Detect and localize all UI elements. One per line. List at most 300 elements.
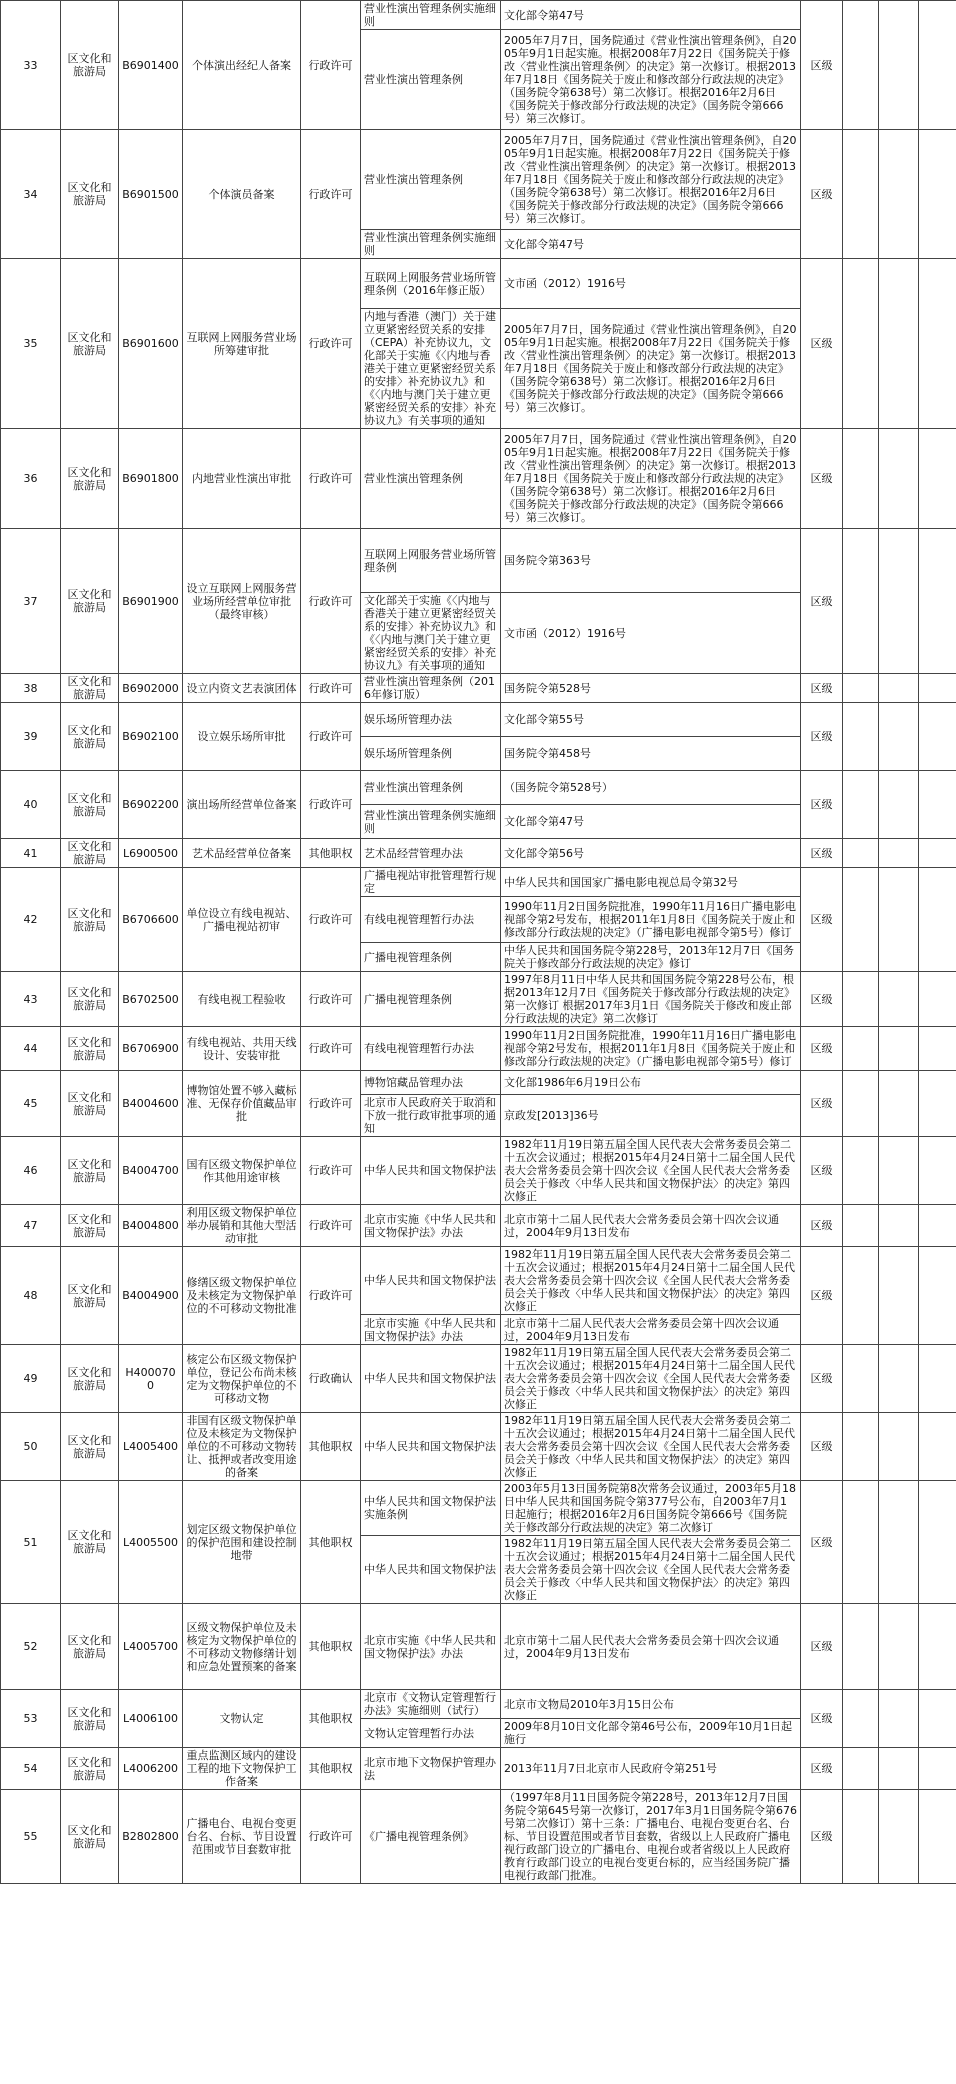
empty-cell-2 — [879, 529, 919, 674]
empty-cell-1 — [843, 1071, 879, 1137]
row-number-cell: 45 — [1, 1071, 61, 1137]
empty-cell-2 — [879, 130, 919, 259]
law-basis-cell: 2009年8月10日文化部令第46号公布，2009年10月1日起施行 — [501, 1719, 801, 1748]
item-name-cell: 单位设立有线电视站、广播电视站初审 — [183, 868, 301, 972]
department-cell: 区文化和旅游局 — [61, 429, 119, 529]
table-row — [1, 1413, 956, 1481]
law-basis-cell: 1982年11月19日第五届全国人民代表大会常务委员会第二十五次会议通过；根据2015年4月24日第十二届全国人民代表大会常务委员会第十四次会议《全国人民代表大会常务委员会关于修改〈中华人民共和国文物保护法〉的决定》第四次修正 — [501, 1247, 801, 1315]
item-name-cell: 设立娱乐场所审批 — [183, 703, 301, 771]
law-basis-cell: 文化部令第55号 — [501, 703, 801, 737]
item-name-cell: 个体演出经纪人备案 — [183, 1, 301, 130]
empty-cell-1 — [843, 1748, 879, 1790]
level-cell: 区级 — [801, 703, 843, 771]
empty-cell-3 — [919, 1205, 956, 1247]
row-number-cell: 54 — [1, 1748, 61, 1790]
level-cell: 区级 — [801, 1481, 843, 1604]
empty-cell-3 — [919, 259, 956, 429]
law-name-cell: 内地与香港（澳门）关于建立更紧密经贸关系的安排（CEPA）补充协议九，文化部关于实施《〈内地与香港关于建立更紧密经贸关系的安排〉补充协议九》和《〈内地与澳门关于建立更紧密经贸关系的安排〉补充协议九》有关事项的通知 — [361, 309, 501, 429]
law-name-cell: 营业性演出管理条例 — [361, 130, 501, 230]
law-basis-cell: 文市函（2012）1916号 — [501, 593, 801, 674]
row-number-cell: 50 — [1, 1413, 61, 1481]
level-cell: 区级 — [801, 1071, 843, 1137]
item-name-cell: 设立内资文艺表演团体 — [183, 674, 301, 703]
row-number-cell: 38 — [1, 674, 61, 703]
item-name-cell: 利用区级文物保护单位举办展销和其他大型活动审批 — [183, 1205, 301, 1247]
item-code-cell: B6902000 — [119, 674, 183, 703]
row-number-cell: 49 — [1, 1345, 61, 1413]
department-cell: 区文化和旅游局 — [61, 674, 119, 703]
law-basis-cell: 1997年8月11日中华人民共和国国务院令第228号公布，根据2013年12月7日《国务院关于修改部分行政法规的决定》第一次修订 根据2017年3月1日《国务院关于修改和废止部分行政法规的决定》第二次修订 — [501, 972, 801, 1027]
law-basis-cell: 2005年7月7日，国务院通过《营业性演出管理条例》，自2005年9月1日起实施。根据2008年7月22日《国务院关于修改〈营业性演出管理条例〉的决定》第一次修订。根据2013年7月18日《国务院关于废止和修改部分行政法规的决定》（国务院令第638号）第二次修订。根据2016年2月6日《国务院关于修改部分行政法规的决定》（国务院令第666号）第三次修订。 — [501, 309, 801, 429]
level-cell: 区级 — [801, 1, 843, 130]
law-basis-cell: （1997年8月11日国务院令第228号，2013年12月7日国务院令第645号第一次修订，2017年3月1日国务院令第676号第二次修订）第十三条：广播电台、电视台变更台名、台标、节目设置范围或者节目套数，省级以上人民政府广播电视行政部门设立的广播电台、电视台或者省级以上人民政府教育行政部门设立的电视台变更台标的，应当经国务院广播电视行政部门批准。 — [501, 1790, 801, 1884]
empty-cell-3 — [919, 1413, 956, 1481]
row-number-cell: 41 — [1, 839, 61, 868]
law-name-cell: 娱乐场所管理条例 — [361, 737, 501, 771]
empty-cell-2 — [879, 1345, 919, 1413]
empty-cell-2 — [879, 1247, 919, 1345]
row-number-cell: 36 — [1, 429, 61, 529]
law-name-cell: 中华人民共和国文物保护法 — [361, 1247, 501, 1315]
table-row — [1, 839, 956, 868]
department-cell: 区文化和旅游局 — [61, 1027, 119, 1071]
empty-cell-2 — [879, 1690, 919, 1748]
empty-cell-2 — [879, 1, 919, 130]
law-name-cell: 中华人民共和国文物保护法 — [361, 1413, 501, 1481]
law-basis-cell: 1982年11月19日第五届全国人民代表大会常务委员会第二十五次会议通过；根据2015年4月24日第十二届全国人民代表大会常务委员会第十四次会议《全国人民代表大会常务委员会关于修改〈中华人民共和国文物保护法〉的决定》第四次修正 — [501, 1413, 801, 1481]
department-cell: 区文化和旅游局 — [61, 1748, 119, 1790]
law-name-cell: 广播电视站审批管理暂行规定 — [361, 868, 501, 897]
power-type-cell: 行政许可 — [301, 1247, 361, 1345]
power-type-cell: 其他职权 — [301, 1413, 361, 1481]
item-code-cell: L4005400 — [119, 1413, 183, 1481]
law-basis-cell: 文化部1986年6月19日公布 — [501, 1071, 801, 1095]
table-row — [1, 771, 956, 805]
row-number-cell: 47 — [1, 1205, 61, 1247]
table-row — [1, 1481, 956, 1536]
empty-cell-3 — [919, 868, 956, 972]
table-row — [1, 868, 956, 897]
department-cell: 区文化和旅游局 — [61, 1247, 119, 1345]
table-row — [1, 529, 956, 593]
table-row — [1, 972, 956, 1027]
empty-cell-2 — [879, 1027, 919, 1071]
empty-cell-1 — [843, 839, 879, 868]
item-name-cell: 博物馆处置不够入藏标准、无保存价值藏品审批 — [183, 1071, 301, 1137]
item-code-cell: L4005700 — [119, 1604, 183, 1690]
row-number-cell: 52 — [1, 1604, 61, 1690]
law-name-cell: 互联网上网服务营业场所管理条例（2016年修正版） — [361, 259, 501, 309]
item-code-cell: L4006200 — [119, 1748, 183, 1790]
power-type-cell: 行政许可 — [301, 771, 361, 839]
law-basis-cell: 文化部令第47号 — [501, 1, 801, 30]
item-name-cell: 重点监测区域内的建设工程的地下文物保护工作备案 — [183, 1748, 301, 1790]
law-basis-cell: 国务院令第528号 — [501, 674, 801, 703]
empty-cell-3 — [919, 972, 956, 1027]
law-name-cell: 娱乐场所管理办法 — [361, 703, 501, 737]
item-code-cell: L6900500 — [119, 839, 183, 868]
empty-cell-2 — [879, 1790, 919, 1884]
table-row — [1, 1205, 956, 1247]
row-number-cell: 33 — [1, 1, 61, 130]
empty-cell-2 — [879, 259, 919, 429]
empty-cell-2 — [879, 429, 919, 529]
power-type-cell: 其他职权 — [301, 1481, 361, 1604]
item-code-cell: L4005500 — [119, 1481, 183, 1604]
power-type-cell: 行政许可 — [301, 1027, 361, 1071]
empty-cell-2 — [879, 1413, 919, 1481]
power-type-cell: 行政确认 — [301, 1345, 361, 1413]
level-cell: 区级 — [801, 1604, 843, 1690]
item-name-cell: 核定公布区级文物保护单位，登记公布尚未核定为文物保护单位的不可移动文物 — [183, 1345, 301, 1413]
law-basis-cell: 国务院令第363号 — [501, 529, 801, 593]
department-cell: 区文化和旅游局 — [61, 1690, 119, 1748]
law-name-cell: 文物认定管理暂行办法 — [361, 1719, 501, 1748]
item-code-cell: B6702500 — [119, 972, 183, 1027]
item-code-cell: L4006100 — [119, 1690, 183, 1748]
empty-cell-1 — [843, 1205, 879, 1247]
law-name-cell: 北京市人民政府关于取消和下放一批行政审批事项的通知 — [361, 1095, 501, 1137]
item-code-cell: B6901400 — [119, 1, 183, 130]
law-basis-cell: 北京市第十二届人民代表大会常务委员会第十四次会议通过，2004年9月13日发布 — [501, 1205, 801, 1247]
law-name-cell: 有线电视管理暂行办法 — [361, 897, 501, 943]
row-number-cell: 39 — [1, 703, 61, 771]
level-cell: 区级 — [801, 1345, 843, 1413]
empty-cell-1 — [843, 429, 879, 529]
item-code-cell: B6706900 — [119, 1027, 183, 1071]
department-cell: 区文化和旅游局 — [61, 771, 119, 839]
level-cell: 区级 — [801, 839, 843, 868]
table-row — [1, 674, 956, 703]
power-type-cell: 行政许可 — [301, 1, 361, 130]
level-cell: 区级 — [801, 1413, 843, 1481]
row-number-cell: 43 — [1, 972, 61, 1027]
level-cell: 区级 — [801, 1748, 843, 1790]
empty-cell-1 — [843, 1345, 879, 1413]
empty-cell-2 — [879, 839, 919, 868]
table-row — [1, 703, 956, 737]
law-name-cell: 文化部关于实施《〈内地与香港关于建立更紧密经贸关系的安排〉补充协议九》和《〈内地与澳门关于建立更紧密经贸关系的安排〉补充协议九》有关事项的通知 — [361, 593, 501, 674]
empty-cell-1 — [843, 1, 879, 130]
item-name-cell: 有线电视站、共用天线设计、安装审批 — [183, 1027, 301, 1071]
law-basis-cell: 中华人民共和国国家广播电影电视总局令第32号 — [501, 868, 801, 897]
law-basis-cell: 1990年11月2日国务院批准，1990年11月16日广播电影电视部令第2号发布，根据2011年1月8日《国务院关于废止和修改部分行政法规的决定》（广播电影电视部令第5号）修订 — [501, 1027, 801, 1071]
law-name-cell: 营业性演出管理条例实施细则 — [361, 230, 501, 259]
level-cell: 区级 — [801, 130, 843, 259]
row-number-cell: 53 — [1, 1690, 61, 1748]
law-basis-cell: 北京市第十二届人民代表大会常务委员会第十四次会议通过，2004年9月13日发布 — [501, 1604, 801, 1690]
row-number-cell: 44 — [1, 1027, 61, 1071]
empty-cell-3 — [919, 1790, 956, 1884]
empty-cell-2 — [879, 1137, 919, 1205]
item-name-cell: 国有区级文物保护单位作其他用途审核 — [183, 1137, 301, 1205]
power-type-cell: 其他职权 — [301, 839, 361, 868]
empty-cell-1 — [843, 674, 879, 703]
department-cell: 区文化和旅游局 — [61, 972, 119, 1027]
law-name-cell: 北京市实施《中华人民共和国文物保护法》办法 — [361, 1315, 501, 1345]
department-cell: 区文化和旅游局 — [61, 1137, 119, 1205]
law-basis-cell: 1982年11月19日第五届全国人民代表大会常务委员会第二十五次会议通过；根据2015年4月24日第十二届全国人民代表大会常务委员会第十四次会议《全国人民代表大会常务委员会关于修改〈中华人民共和国文物保护法〉的决定》第四次修正 — [501, 1345, 801, 1413]
power-type-cell: 行政许可 — [301, 1790, 361, 1884]
empty-cell-2 — [879, 972, 919, 1027]
row-number-cell: 34 — [1, 130, 61, 259]
item-code-cell: B6901600 — [119, 259, 183, 429]
item-name-cell: 区级文物保护单位及未核定为文物保护单位的不可移动文物修缮计划和应急处置预案的备案 — [183, 1604, 301, 1690]
empty-cell-3 — [919, 703, 956, 771]
level-cell: 区级 — [801, 972, 843, 1027]
law-name-cell: 广播电视管理条例 — [361, 943, 501, 972]
department-cell: 区文化和旅游局 — [61, 1, 119, 130]
empty-cell-1 — [843, 1247, 879, 1345]
row-number-cell: 40 — [1, 771, 61, 839]
table-row — [1, 1071, 956, 1095]
department-cell: 区文化和旅游局 — [61, 1604, 119, 1690]
empty-cell-1 — [843, 771, 879, 839]
item-code-cell: B4004700 — [119, 1137, 183, 1205]
row-number-cell: 46 — [1, 1137, 61, 1205]
level-cell: 区级 — [801, 259, 843, 429]
level-cell: 区级 — [801, 1205, 843, 1247]
item-code-cell: B4004900 — [119, 1247, 183, 1345]
level-cell: 区级 — [801, 1790, 843, 1884]
level-cell: 区级 — [801, 429, 843, 529]
department-cell: 区文化和旅游局 — [61, 868, 119, 972]
empty-cell-3 — [919, 130, 956, 259]
department-cell: 区文化和旅游局 — [61, 529, 119, 674]
item-code-cell: B4004800 — [119, 1205, 183, 1247]
law-basis-cell: 京政发[2013]36号 — [501, 1095, 801, 1137]
table-body — [1, 1, 956, 1884]
law-basis-cell: 文化部令第47号 — [501, 230, 801, 259]
item-code-cell: B6902100 — [119, 703, 183, 771]
law-basis-cell: 1982年11月19日第五届全国人民代表大会常务委员会第二十五次会议通过；根据2015年4月24日第十二届全国人民代表大会常务委员会第十四次会议《全国人民代表大会常务委员会关于修改〈中华人民共和国文物保护法〉的决定》第四次修正 — [501, 1137, 801, 1205]
law-basis-cell: 2005年7月7日，国务院通过《营业性演出管理条例》，自2005年9月1日起实施。根据2008年7月22日《国务院关于修改〈营业性演出管理条例〉的决定》第一次修订。根据2013年7月18日《国务院关于废止和修改部分行政法规的决定》（国务院令第638号）第二次修订。根据2016年2月6日《国务院关于修改部分行政法规的决定》（国务院令第666号）第三次修订。 — [501, 130, 801, 230]
table-row — [1, 259, 956, 309]
item-name-cell: 互联网上网服务营业场所筹建审批 — [183, 259, 301, 429]
item-name-cell: 个体演员备案 — [183, 130, 301, 259]
empty-cell-3 — [919, 1027, 956, 1071]
item-code-cell: B2802800 — [119, 1790, 183, 1884]
empty-cell-3 — [919, 529, 956, 674]
empty-cell-1 — [843, 1790, 879, 1884]
table-row — [1, 130, 956, 230]
empty-cell-3 — [919, 1604, 956, 1690]
power-type-cell: 行政许可 — [301, 529, 361, 674]
law-name-cell: 艺术品经营管理办法 — [361, 839, 501, 868]
power-type-cell: 行政许可 — [301, 1205, 361, 1247]
law-basis-cell: 1990年11月2日国务院批准，1990年11月16日广播电影电视部令第2号发布，根据2011年1月8日《国务院关于废止和修改部分行政法规的决定》（广播电影电视部令第5号）修订 — [501, 897, 801, 943]
power-type-cell: 行政许可 — [301, 703, 361, 771]
law-name-cell: 北京市地下文物保护管理办法 — [361, 1748, 501, 1790]
empty-cell-2 — [879, 1205, 919, 1247]
law-basis-cell: 北京市文物局2010年3月15日公布 — [501, 1690, 801, 1719]
law-basis-cell: （国务院令第528号） — [501, 771, 801, 805]
table-row — [1, 1604, 956, 1690]
row-number-cell: 51 — [1, 1481, 61, 1604]
law-basis-cell: 2005年7月7日，国务院通过《营业性演出管理条例》，自2005年9月1日起实施。根据2008年7月22日《国务院关于修改〈营业性演出管理条例〉的决定》第一次修订。根据2013年7月18日《国务院关于废止和修改部分行政法规的决定》（国务院令第638号）第二次修订。根据2016年2月6日《国务院关于修改部分行政法规的决定》（国务院令第666号）第三次修订。 — [501, 30, 801, 130]
empty-cell-2 — [879, 1604, 919, 1690]
item-name-cell: 艺术品经营单位备案 — [183, 839, 301, 868]
item-code-cell: B6901800 — [119, 429, 183, 529]
law-basis-cell: 北京市第十二届人民代表大会常务委员会第十四次会议通过，2004年9月13日发布 — [501, 1315, 801, 1345]
empty-cell-3 — [919, 674, 956, 703]
power-type-cell: 行政许可 — [301, 259, 361, 429]
law-name-cell: 北京市《文物认定管理暂行办法》实施细则（试行） — [361, 1690, 501, 1719]
empty-cell-3 — [919, 1247, 956, 1345]
law-name-cell: 营业性演出管理条例（2016年修订版） — [361, 674, 501, 703]
item-name-cell: 内地营业性演出审批 — [183, 429, 301, 529]
law-name-cell: 广播电视管理条例 — [361, 972, 501, 1027]
empty-cell-1 — [843, 529, 879, 674]
law-name-cell: 北京市实施《中华人民共和国文物保护法》办法 — [361, 1205, 501, 1247]
law-basis-cell: 文化部令第47号 — [501, 805, 801, 839]
item-name-cell: 文物认定 — [183, 1690, 301, 1748]
empty-cell-3 — [919, 839, 956, 868]
empty-cell-2 — [879, 1481, 919, 1604]
power-type-cell: 行政许可 — [301, 429, 361, 529]
item-code-cell: B6706600 — [119, 868, 183, 972]
empty-cell-1 — [843, 1481, 879, 1604]
table-row — [1, 1247, 956, 1315]
table-row — [1, 429, 956, 529]
empty-cell-2 — [879, 771, 919, 839]
table-row — [1, 1690, 956, 1719]
empty-cell-1 — [843, 1413, 879, 1481]
law-basis-cell: 国务院令第458号 — [501, 737, 801, 771]
level-cell: 区级 — [801, 529, 843, 674]
level-cell: 区级 — [801, 674, 843, 703]
empty-cell-3 — [919, 1481, 956, 1604]
row-number-cell: 48 — [1, 1247, 61, 1345]
item-name-cell: 演出场所经营单位备案 — [183, 771, 301, 839]
power-type-cell: 其他职权 — [301, 1748, 361, 1790]
law-name-cell: 博物馆藏品管理办法 — [361, 1071, 501, 1095]
department-cell: 区文化和旅游局 — [61, 1205, 119, 1247]
empty-cell-1 — [843, 130, 879, 259]
power-type-cell: 其他职权 — [301, 1604, 361, 1690]
item-code-cell: B6902200 — [119, 771, 183, 839]
empty-cell-1 — [843, 972, 879, 1027]
department-cell: 区文化和旅游局 — [61, 703, 119, 771]
table-row — [1, 1790, 956, 1884]
law-name-cell: 营业性演出管理条例实施细则 — [361, 1, 501, 30]
department-cell: 区文化和旅游局 — [61, 259, 119, 429]
law-basis-cell: 2003年5月13日国务院第8次常务会议通过，2003年5月18日中华人民共和国国务院令第377号公布，自2003年7月1日起施行；根据2016年2月6日国务院令第666号《国务院关于修改部分行政法规的决定》第二次修订 — [501, 1481, 801, 1536]
level-cell: 区级 — [801, 771, 843, 839]
law-name-cell: 中华人民共和国文物保护法 — [361, 1137, 501, 1205]
table-row — [1, 1027, 956, 1071]
law-basis-cell: 2005年7月7日，国务院通过《营业性演出管理条例》，自2005年9月1日起实施。根据2008年7月22日《国务院关于修改〈营业性演出管理条例〉的决定》第一次修订。根据2013年7月18日《国务院关于废止和修改部分行政法规的决定》（国务院令第638号）第二次修订。根据2016年2月6日《国务院关于修改部分行政法规的决定》（国务院令第666号）第三次修订。 — [501, 429, 801, 529]
row-number-cell: 37 — [1, 529, 61, 674]
table-row — [1, 1, 956, 30]
empty-cell-3 — [919, 1137, 956, 1205]
level-cell: 区级 — [801, 1690, 843, 1748]
empty-cell-1 — [843, 259, 879, 429]
row-number-cell: 35 — [1, 259, 61, 429]
item-name-cell: 广播电台、电视台变更台名、台标、节目设置范围或节目套数审批 — [183, 1790, 301, 1884]
department-cell: 区文化和旅游局 — [61, 1481, 119, 1604]
item-code-cell: B6901500 — [119, 130, 183, 259]
item-code-cell: B4004600 — [119, 1071, 183, 1137]
law-name-cell: 《广播电视管理条例》 — [361, 1790, 501, 1884]
power-type-cell: 行政许可 — [301, 674, 361, 703]
department-cell: 区文化和旅游局 — [61, 130, 119, 259]
empty-cell-2 — [879, 1071, 919, 1137]
table-row — [1, 1345, 956, 1413]
law-name-cell: 互联网上网服务营业场所管理条例 — [361, 529, 501, 593]
level-cell: 区级 — [801, 1027, 843, 1071]
power-type-cell: 行政许可 — [301, 1071, 361, 1137]
department-cell: 区文化和旅游局 — [61, 1071, 119, 1137]
item-name-cell: 非国有区级文物保护单位及未核定为文物保护单位的不可移动文物转让、抵押或者改变用途的备案 — [183, 1413, 301, 1481]
table-row — [1, 1748, 956, 1790]
law-name-cell: 中华人民共和国文物保护法实施条例 — [361, 1481, 501, 1536]
item-code-cell: B6901900 — [119, 529, 183, 674]
empty-cell-3 — [919, 1748, 956, 1790]
empty-cell-3 — [919, 1690, 956, 1748]
empty-cell-1 — [843, 1027, 879, 1071]
law-name-cell: 营业性演出管理条例实施细则 — [361, 805, 501, 839]
empty-cell-2 — [879, 703, 919, 771]
empty-cell-3 — [919, 429, 956, 529]
law-basis-cell: 中华人民共和国国务院令第228号，2013年12月7日《国务院关于修改部分行政法规的决定》修订 — [501, 943, 801, 972]
level-cell: 区级 — [801, 868, 843, 972]
department-cell: 区文化和旅游局 — [61, 1345, 119, 1413]
item-code-cell: H4000700 — [119, 1345, 183, 1413]
empty-cell-2 — [879, 868, 919, 972]
department-cell: 区文化和旅游局 — [61, 1790, 119, 1884]
law-basis-cell: 1982年11月19日第五届全国人民代表大会常务委员会第二十五次会议通过；根据2015年4月24日第十二届全国人民代表大会常务委员会第十四次会议《全国人民代表大会常务委员会关于修改〈中华人民共和国文物保护法〉的决定》第四次修正 — [501, 1536, 801, 1604]
level-cell: 区级 — [801, 1137, 843, 1205]
law-basis-cell: 文化部令第56号 — [501, 839, 801, 868]
table-row — [1, 1137, 956, 1205]
row-number-cell: 55 — [1, 1790, 61, 1884]
empty-cell-1 — [843, 868, 879, 972]
empty-cell-1 — [843, 703, 879, 771]
empty-cell-3 — [919, 1, 956, 130]
empty-cell-3 — [919, 1071, 956, 1137]
power-type-cell: 行政许可 — [301, 972, 361, 1027]
empty-cell-2 — [879, 1748, 919, 1790]
law-name-cell: 北京市实施《中华人民共和国文物保护法》办法 — [361, 1604, 501, 1690]
empty-cell-2 — [879, 674, 919, 703]
item-name-cell: 划定区级文物保护单位的保护范围和建设控制地带 — [183, 1481, 301, 1604]
row-number-cell: 42 — [1, 868, 61, 972]
power-type-cell: 行政许可 — [301, 130, 361, 259]
power-type-cell: 行政许可 — [301, 1137, 361, 1205]
empty-cell-1 — [843, 1137, 879, 1205]
law-basis-cell: 文市函（2012）1916号 — [501, 259, 801, 309]
law-name-cell: 营业性演出管理条例 — [361, 429, 501, 529]
item-name-cell: 修缮区级文物保护单位及未核定为文物保护单位的不可移动文物批准 — [183, 1247, 301, 1345]
law-name-cell: 中华人民共和国文物保护法 — [361, 1536, 501, 1604]
item-name-cell: 有线电视工程验收 — [183, 972, 301, 1027]
empty-cell-1 — [843, 1690, 879, 1748]
empty-cell-3 — [919, 771, 956, 839]
empty-cell-3 — [919, 1345, 956, 1413]
law-name-cell: 有线电视管理暂行办法 — [361, 1027, 501, 1071]
item-name-cell: 设立互联网上网服务营业场所经营单位审批（最终审核） — [183, 529, 301, 674]
power-type-cell: 其他职权 — [301, 1690, 361, 1748]
power-type-cell: 行政许可 — [301, 868, 361, 972]
empty-cell-1 — [843, 1604, 879, 1690]
law-basis-cell: 2013年11月7日北京市人民政府令第251号 — [501, 1748, 801, 1790]
department-cell: 区文化和旅游局 — [61, 1413, 119, 1481]
law-name-cell: 营业性演出管理条例 — [361, 30, 501, 130]
law-name-cell: 营业性演出管理条例 — [361, 771, 501, 805]
department-cell: 区文化和旅游局 — [61, 839, 119, 868]
law-name-cell: 中华人民共和国文物保护法 — [361, 1345, 501, 1413]
